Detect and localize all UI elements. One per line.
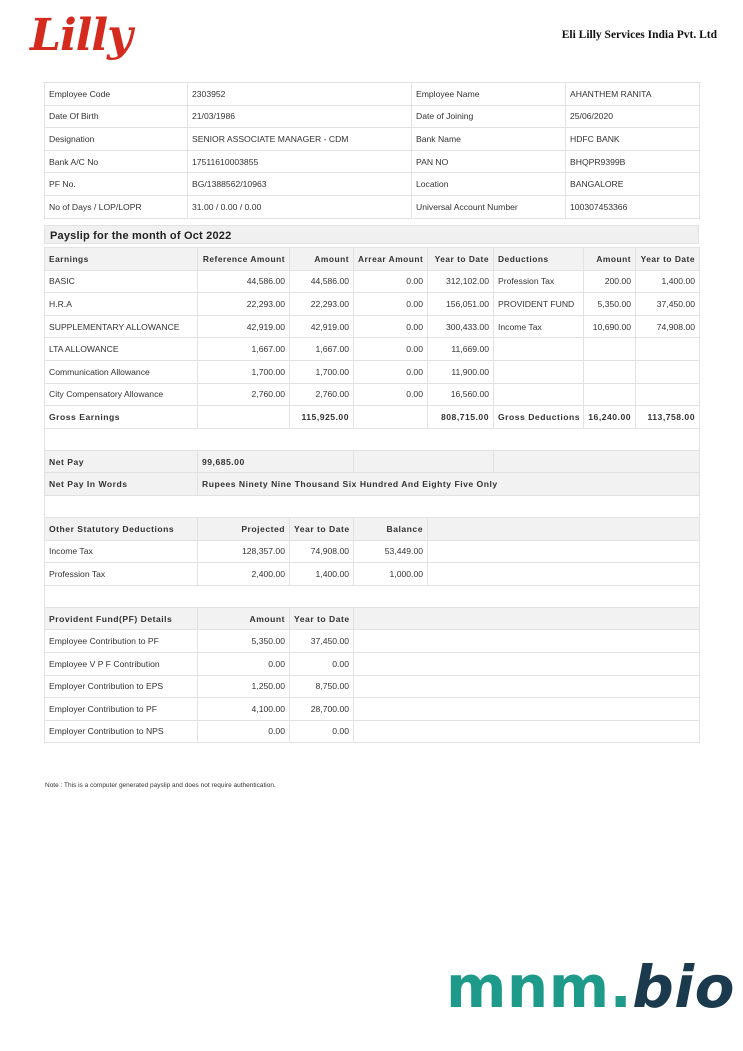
pf-header-cell: Year to Date xyxy=(290,607,354,630)
pf-row xyxy=(45,652,700,675)
info-value: BG/1388562/10963 xyxy=(188,173,412,196)
earnings-cell: 16,560.00 xyxy=(428,383,494,406)
statutory-header-cell: Year to Date xyxy=(290,517,354,540)
earnings-header-row xyxy=(45,248,700,271)
earnings-cell: 10,690.00 xyxy=(584,315,636,338)
earnings-cell: 312,102.00 xyxy=(428,270,494,293)
gross-cell: 808,715.00 xyxy=(428,406,494,429)
net-pay-value: 99,685.00 xyxy=(198,450,354,473)
info-value: BHQPR9399B xyxy=(566,150,700,173)
statutory-cell: 128,357.00 xyxy=(198,540,290,563)
info-row xyxy=(45,105,700,128)
earnings-header-cell: Reference Amount xyxy=(198,248,290,271)
earnings-row xyxy=(45,270,700,293)
pf-row xyxy=(45,675,700,698)
gross-cell xyxy=(198,406,290,429)
earnings-row xyxy=(45,315,700,338)
earnings-cell: Communication Allowance xyxy=(45,360,198,383)
earnings-row xyxy=(45,360,700,383)
earnings-header-cell: Amount xyxy=(584,248,636,271)
pf-cell: Employer Contribution to PF xyxy=(45,698,198,721)
gross-cell: 115,925.00 xyxy=(290,406,354,429)
info-value: 25/06/2020 xyxy=(566,105,700,128)
empty-cell xyxy=(428,563,700,586)
earnings-cell: 42,919.00 xyxy=(290,315,354,338)
pf-cell: 28,700.00 xyxy=(290,698,354,721)
empty-cell xyxy=(354,652,700,675)
pf-header-cell: Amount xyxy=(198,607,290,630)
empty-cell xyxy=(354,675,700,698)
info-label: PAN NO xyxy=(412,150,566,173)
earnings-cell: 0.00 xyxy=(354,315,428,338)
payslip-title: Payslip for the month of Oct 2022 xyxy=(44,225,699,244)
info-label: Location xyxy=(412,173,566,196)
empty-cell xyxy=(354,607,700,630)
earnings-cell: 200.00 xyxy=(584,270,636,293)
earnings-cell: Profession Tax xyxy=(494,270,584,293)
earnings-cell: Income Tax xyxy=(494,315,584,338)
earnings-cell: 44,586.00 xyxy=(290,270,354,293)
gross-cell: Gross Deductions xyxy=(494,406,584,429)
statutory-cell: 53,449.00 xyxy=(354,540,428,563)
earnings-cell: SUPPLEMENTARY ALLOWANCE xyxy=(45,315,198,338)
info-label: Date of Joining xyxy=(412,105,566,128)
net-pay-row xyxy=(45,450,700,473)
info-label: Universal Account Number xyxy=(412,195,566,218)
pf-header-row xyxy=(45,607,700,630)
company-name: Eli Lilly Services India Pvt. Ltd xyxy=(561,29,717,41)
earnings-cell: 0.00 xyxy=(354,270,428,293)
info-label: Date Of Birth xyxy=(45,105,188,128)
earnings-cell: 0.00 xyxy=(354,293,428,316)
info-row xyxy=(45,150,700,173)
pf-cell: Employee V P F Contribution xyxy=(45,652,198,675)
earnings-cell: 42,919.00 xyxy=(198,315,290,338)
earnings-cell: 37,450.00 xyxy=(636,293,700,316)
earnings-cell: City Compensatory Allowance xyxy=(45,383,198,406)
earnings-cell xyxy=(584,360,636,383)
earnings-cell: 0.00 xyxy=(354,383,428,406)
statutory-header-cell: Balance xyxy=(354,517,428,540)
empty-cell xyxy=(354,450,494,473)
pf-cell: Employee Contribution to PF xyxy=(45,630,198,653)
earnings-cell xyxy=(494,360,584,383)
earnings-cell xyxy=(636,360,700,383)
pf-cell: 0.00 xyxy=(198,652,290,675)
earnings-cell xyxy=(636,383,700,406)
gross-row xyxy=(45,406,700,429)
statutory-cell: 1,400.00 xyxy=(290,563,354,586)
pf-cell: 4,100.00 xyxy=(198,698,290,721)
earnings-cell: 11,900.00 xyxy=(428,360,494,383)
info-value: 17511610003855 xyxy=(188,150,412,173)
earnings-cell: 0.00 xyxy=(354,338,428,361)
net-pay-label: Net Pay xyxy=(45,450,198,473)
info-label: Bank Name xyxy=(412,128,566,151)
earnings-cell: 74,908.00 xyxy=(636,315,700,338)
spacer-row xyxy=(45,585,700,607)
statutory-cell: 74,908.00 xyxy=(290,540,354,563)
pf-cell: 0.00 xyxy=(198,720,290,743)
pf-cell: 8,750.00 xyxy=(290,675,354,698)
earnings-header-cell: Arrear Amount xyxy=(354,248,428,271)
earnings-cell: H.R.A xyxy=(45,293,198,316)
statutory-header-row xyxy=(45,517,700,540)
gross-cell: 16,240.00 xyxy=(584,406,636,429)
earnings-header-cell: Year to Date xyxy=(636,248,700,271)
empty-cell xyxy=(494,450,700,473)
earnings-cell xyxy=(494,383,584,406)
info-value: 31.00 / 0.00 / 0.00 xyxy=(188,195,412,218)
earnings-cell: 300,433.00 xyxy=(428,315,494,338)
info-row xyxy=(45,83,700,106)
info-value: 2303952 xyxy=(188,83,412,106)
pf-row xyxy=(45,630,700,653)
earnings-header-cell: Year to Date xyxy=(428,248,494,271)
pf-cell: 5,350.00 xyxy=(198,630,290,653)
info-label: No of Days / LOP/LOPR xyxy=(45,195,188,218)
employee-info-table xyxy=(44,82,700,219)
earnings-cell: BASIC xyxy=(45,270,198,293)
lilly-logo: Lilly xyxy=(30,10,132,61)
pf-cell: 0.00 xyxy=(290,720,354,743)
info-label: PF No. xyxy=(45,173,188,196)
earnings-cell: 1,667.00 xyxy=(290,338,354,361)
earnings-header-cell: Earnings xyxy=(45,248,198,271)
info-value: 100307453366 xyxy=(566,195,700,218)
empty-cell xyxy=(354,630,700,653)
spacer-row xyxy=(45,495,700,517)
info-row xyxy=(45,173,700,196)
earnings-cell xyxy=(584,338,636,361)
pf-cell: Employer Contribution to NPS xyxy=(45,720,198,743)
net-words-value: Rupees Ninety Nine Thousand Six Hundred And Eighty Five Only xyxy=(198,473,700,496)
gross-cell xyxy=(354,406,428,429)
info-value: SENIOR ASSOCIATE MANAGER - CDM xyxy=(188,128,412,151)
earnings-cell: 0.00 xyxy=(354,360,428,383)
earnings-cell: 1,700.00 xyxy=(290,360,354,383)
earnings-cell: PROVIDENT FUND xyxy=(494,293,584,316)
gross-cell: Gross Earnings xyxy=(45,406,198,429)
pf-header-cell: Provident Fund(PF) Details xyxy=(45,607,198,630)
spacer-row xyxy=(45,428,700,450)
earnings-cell xyxy=(494,338,584,361)
earnings-row xyxy=(45,383,700,406)
info-row xyxy=(45,128,700,151)
pf-cell: Employer Contribution to EPS xyxy=(45,675,198,698)
net-words-row xyxy=(45,473,700,496)
earnings-header-cell: Amount xyxy=(290,248,354,271)
gross-cell: 113,758.00 xyxy=(636,406,700,429)
statutory-header-cell: Projected xyxy=(198,517,290,540)
earnings-cell: 1,400.00 xyxy=(636,270,700,293)
info-label: Bank A/C No xyxy=(45,150,188,173)
earnings-row xyxy=(45,338,700,361)
info-value: 21/03/1986 xyxy=(188,105,412,128)
earnings-cell xyxy=(584,383,636,406)
pf-row xyxy=(45,698,700,721)
earnings-cell: 44,586.00 xyxy=(198,270,290,293)
empty-cell xyxy=(428,517,700,540)
info-value: AHANTHEM RANITA xyxy=(566,83,700,106)
earnings-cell: 11,669.00 xyxy=(428,338,494,361)
watermark: mnm.bio xyxy=(446,953,735,1021)
net-words-label: Net Pay In Words xyxy=(45,473,198,496)
earnings-cell: 5,350.00 xyxy=(584,293,636,316)
info-label: Employee Name xyxy=(412,83,566,106)
payslip-main-table xyxy=(44,247,700,743)
earnings-row xyxy=(45,293,700,316)
empty-cell xyxy=(428,540,700,563)
statutory-row xyxy=(45,540,700,563)
info-value: BANGALORE xyxy=(566,173,700,196)
earnings-cell: 2,760.00 xyxy=(290,383,354,406)
pf-cell: 0.00 xyxy=(290,652,354,675)
info-label: Designation xyxy=(45,128,188,151)
info-label: Employee Code xyxy=(45,83,188,106)
earnings-cell: 22,293.00 xyxy=(290,293,354,316)
statutory-row xyxy=(45,563,700,586)
earnings-cell: 22,293.00 xyxy=(198,293,290,316)
pf-cell: 1,250.00 xyxy=(198,675,290,698)
statutory-cell: 2,400.00 xyxy=(198,563,290,586)
earnings-cell: 156,051.00 xyxy=(428,293,494,316)
earnings-cell: LTA ALLOWANCE xyxy=(45,338,198,361)
statutory-cell: 1,000.00 xyxy=(354,563,428,586)
statutory-cell: Profession Tax xyxy=(45,563,198,586)
statutory-cell: Income Tax xyxy=(45,540,198,563)
pf-cell: 37,450.00 xyxy=(290,630,354,653)
earnings-header-cell: Deductions xyxy=(494,248,584,271)
empty-cell xyxy=(354,720,700,743)
earnings-cell: 1,700.00 xyxy=(198,360,290,383)
statutory-header-cell: Other Statutory Deductions xyxy=(45,517,198,540)
info-value: HDFC BANK xyxy=(566,128,700,151)
info-row xyxy=(45,195,700,218)
pf-row xyxy=(45,720,700,743)
earnings-cell: 2,760.00 xyxy=(198,383,290,406)
footer-note: Note : This is a computer generated payslip and does not require authentication. xyxy=(45,782,276,789)
earnings-cell: 1,667.00 xyxy=(198,338,290,361)
earnings-cell xyxy=(636,338,700,361)
empty-cell xyxy=(354,698,700,721)
